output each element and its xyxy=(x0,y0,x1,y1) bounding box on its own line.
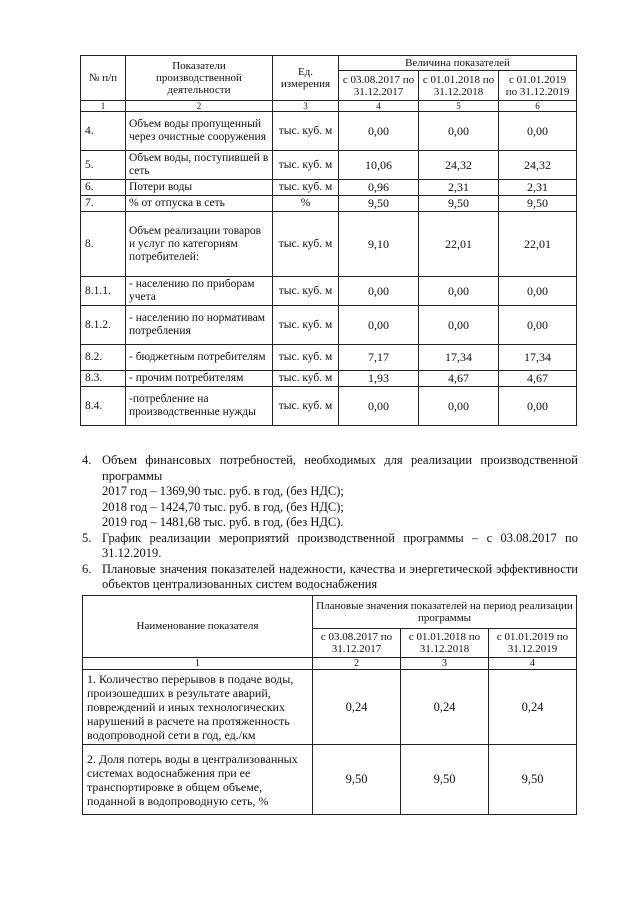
index-cell: 1 xyxy=(83,658,313,670)
index-row xyxy=(83,658,577,670)
row-number: 8.3. xyxy=(81,371,126,387)
list-text: Объем финансовых потребностей, необходимых для реализации производственной программы xyxy=(102,453,578,483)
col-header-num: № п/п xyxy=(81,56,126,101)
list-item-planned-values xyxy=(82,562,578,593)
unit-cell: тыс. куб. м xyxy=(273,345,339,371)
index-cell: 4 xyxy=(489,658,577,670)
value-period-2: 17,34 xyxy=(419,345,499,371)
table-row xyxy=(81,151,577,180)
value-period-1: 0,96 xyxy=(339,180,419,196)
value-period-2: 9,50 xyxy=(401,745,489,815)
table-row xyxy=(81,180,577,196)
value-period-3: 17,34 xyxy=(499,345,577,371)
indicator-name: - населению по приборам учета xyxy=(126,277,273,306)
unit-cell: тыс. куб. м xyxy=(273,277,339,306)
table-row xyxy=(81,212,577,277)
value-period-3: 2,31 xyxy=(499,180,577,196)
col-header-period-1: с 03.08.2017 по 31.12.2017 xyxy=(339,71,419,101)
value-period-2: 24,32 xyxy=(419,151,499,180)
index-cell: 5 xyxy=(419,101,499,112)
list-marker: 6. xyxy=(82,561,92,576)
col-header-period-3: с 01.01.2019 по 31.12.2019 xyxy=(489,629,577,658)
value-period-1: 0,00 xyxy=(339,306,419,345)
table-row xyxy=(81,277,577,306)
planned-indicators-table xyxy=(82,595,577,815)
row-number: 8.4. xyxy=(81,387,126,426)
index-cell: 2 xyxy=(313,658,401,670)
col-header-name: Наименование показателя xyxy=(83,596,313,658)
value-period-1: 10,06 xyxy=(339,151,419,180)
value-period-2: 0,00 xyxy=(419,306,499,345)
value-period-1: 9,10 xyxy=(339,212,419,277)
value-period-3: 22,01 xyxy=(499,212,577,277)
index-row xyxy=(81,101,577,112)
unit-cell: тыс. куб. м xyxy=(273,180,339,196)
unit-cell: тыс. куб. м xyxy=(273,371,339,387)
table-row xyxy=(83,670,577,745)
index-cell: 3 xyxy=(401,658,489,670)
row-number: 8.1.2. xyxy=(81,306,126,345)
col-header-indicator: Показатели производственной деятельности xyxy=(126,56,273,101)
table-row xyxy=(81,112,577,151)
value-period-3: 9,50 xyxy=(489,745,577,815)
index-cell: 2 xyxy=(126,101,273,112)
row-number: 8.2. xyxy=(81,345,126,371)
indicator-name: Объем воды, поступившей в сеть xyxy=(126,151,273,180)
table-row xyxy=(83,745,577,815)
value-period-3: 0,24 xyxy=(489,670,577,745)
indicator-name: - прочим потребителям xyxy=(126,371,273,387)
index-cell: 4 xyxy=(339,101,419,112)
col-header-planned-group: Плановые значения показателей на период реализации программы xyxy=(313,596,577,629)
value-period-3: 24,32 xyxy=(499,151,577,180)
indicator-name: Объем воды пропущенный через очистные сооружения xyxy=(126,112,273,151)
col-header-unit: Ед. измерения xyxy=(273,56,339,101)
value-period-2: 0,00 xyxy=(419,387,499,426)
value-period-2: 22,01 xyxy=(419,212,499,277)
value-period-3: 0,00 xyxy=(499,112,577,151)
value-period-2: 2,31 xyxy=(419,180,499,196)
unit-cell: тыс. куб. м xyxy=(273,151,339,180)
col-header-period-3: с 01.01.2019 по 31.12.2019 xyxy=(499,71,577,101)
value-period-1: 7,17 xyxy=(339,345,419,371)
value-period-1: 9,50 xyxy=(339,196,419,212)
financing-year-2017: 2017 год – 1369,90 тыс. руб. в год, (без НДС); xyxy=(102,484,344,498)
value-period-3: 9,50 xyxy=(499,196,577,212)
unit-cell: тыс. куб. м xyxy=(273,306,339,345)
index-cell: 1 xyxy=(81,101,126,112)
indicator-name: - населению по нормативам потребления xyxy=(126,306,273,345)
value-period-3: 0,00 xyxy=(499,387,577,426)
table-row xyxy=(81,306,577,345)
value-period-1: 0,00 xyxy=(339,387,419,426)
col-header-values-group: Величина показателей xyxy=(339,56,577,71)
row-number: 5. xyxy=(81,151,126,180)
list-item-financing xyxy=(82,453,578,484)
list-text: График реализации мероприятий производственной программы – с 03.08.2017 по 31.12.2019. xyxy=(102,530,578,560)
value-period-3: 0,00 xyxy=(499,277,577,306)
index-cell: 3 xyxy=(273,101,339,112)
unit-cell: тыс. куб. м xyxy=(273,387,339,426)
list-text: Плановые значения показателей надежности, качества и энергетической эффективности объектов централизованных систем водоснабжения xyxy=(102,561,578,591)
index-cell: 6 xyxy=(499,101,577,112)
table-row xyxy=(81,371,577,387)
indicator-name: % от отпуска в сеть xyxy=(126,196,273,212)
unit-cell: тыс. куб. м xyxy=(273,212,339,277)
value-period-3: 4,67 xyxy=(499,371,577,387)
list-marker: 4. xyxy=(82,453,92,467)
indicator-name: 1. Количество перерывов в подаче воды, произошедших в результате аварий, повреждений и иных технологических нарушений в расчете на протяженность водопроводной сети в год, ед./км xyxy=(83,670,313,745)
row-number: 8.1.1. xyxy=(81,277,126,306)
unit-cell: тыс. куб. м xyxy=(273,112,339,151)
financing-year-2019: 2019 год – 1481,68 тыс. руб. в год, (без НДС). xyxy=(102,515,344,529)
table-row xyxy=(81,345,577,371)
value-period-1: 0,24 xyxy=(313,670,401,745)
value-period-2: 0,00 xyxy=(419,277,499,306)
unit-cell: % xyxy=(273,196,339,212)
col-header-period-2: с 01.01.2018 по 31.12.2018 xyxy=(419,71,499,101)
value-period-2: 0,00 xyxy=(419,112,499,151)
table-row xyxy=(81,387,577,426)
value-period-3: 0,00 xyxy=(499,306,577,345)
value-period-1: 0,00 xyxy=(339,112,419,151)
row-number: 8. xyxy=(81,212,126,277)
value-period-2: 0,24 xyxy=(401,670,489,745)
indicator-name: -потребление на производственные нужды xyxy=(126,387,273,426)
list-marker: 5. xyxy=(82,530,92,545)
col-header-period-2: с 01.01.2018 по 31.12.2018 xyxy=(401,629,489,658)
program-notes xyxy=(82,453,578,593)
value-period-2: 9,50 xyxy=(419,196,499,212)
indicator-name: Объем реализации товаров и услуг по категориям потребителей: xyxy=(126,212,273,277)
indicator-name: - бюджетным потребителям xyxy=(126,345,273,371)
production-indicators-table xyxy=(80,55,577,426)
col-header-period-1: с 03.08.2017 по 31.12.2017 xyxy=(313,629,401,658)
indicator-name: Потери воды xyxy=(126,180,273,196)
row-number: 6. xyxy=(81,180,126,196)
table-row xyxy=(81,196,577,212)
row-number: 7. xyxy=(81,196,126,212)
indicator-name: 2. Доля потерь воды в централизованных системах водоснабжения при ее транспортировке в общем объеме, поданной в водопроводную сеть, % xyxy=(83,745,313,815)
value-period-2: 4,67 xyxy=(419,371,499,387)
financing-year-2018: 2018 год – 1424,70 тыс. руб. в год, (без НДС); xyxy=(102,499,344,514)
row-number: 4. xyxy=(81,112,126,151)
value-period-1: 0,00 xyxy=(339,277,419,306)
value-period-1: 1,93 xyxy=(339,371,419,387)
value-period-1: 9,50 xyxy=(313,745,401,815)
list-item-schedule xyxy=(82,531,578,562)
